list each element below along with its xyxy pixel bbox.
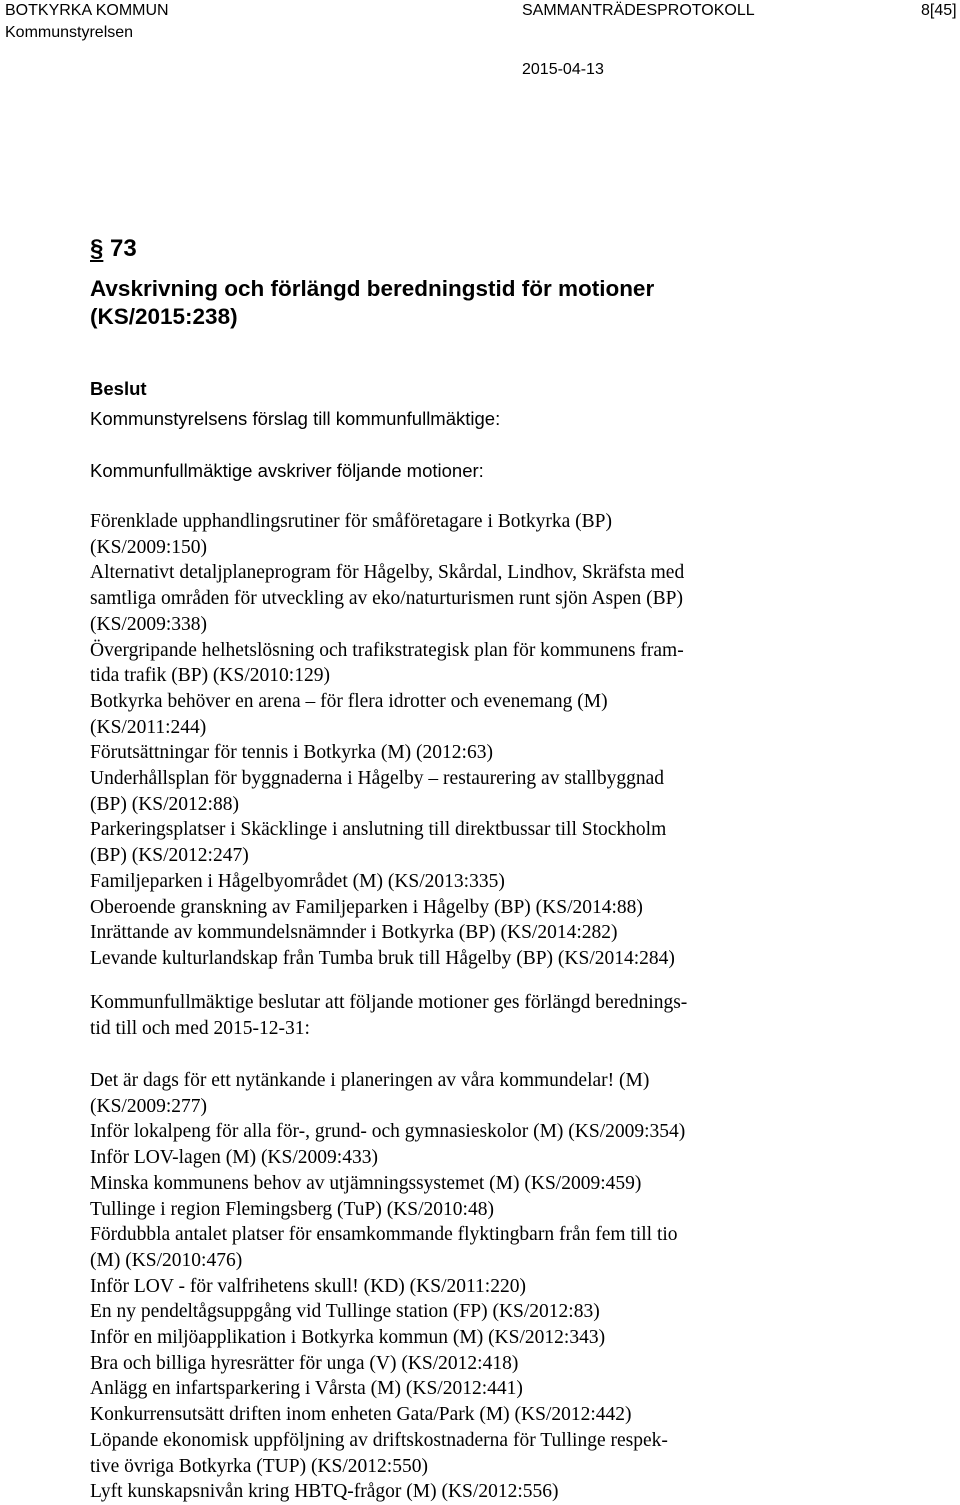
motion-line: Alternativt detaljplaneprogram för Hågelby, Skårdal, Lindhov, Skräfsta med	[90, 562, 685, 584]
motion-item	[90, 1222, 685, 1273]
motion-line: Inrättande av kommundelsnämnder i Botkyrka (BP) (KS/2014:282)	[90, 922, 618, 944]
motion-line: tive övriga Botkyrka (TUP) (KS/2012:550)	[90, 1455, 428, 1477]
motion-line: (KS/2011:244)	[90, 716, 207, 738]
motion-item	[90, 1299, 685, 1325]
motion-line: (KS/2009:150)	[90, 536, 207, 558]
motion-item	[90, 869, 684, 895]
section-number	[90, 234, 137, 264]
motion-line: Konkurrensutsätt driften inom enheten Gata/Park (M) (KS/2012:442)	[90, 1404, 632, 1426]
motion-item	[90, 1351, 685, 1377]
motion-item	[90, 1171, 685, 1197]
motion-line: Lyft kunskapsnivån kring HBTQ-frågor (M) (KS/2012:556)	[90, 1481, 559, 1503]
motion-line: tida trafik (BP) (KS/2010:129)	[90, 665, 330, 687]
motion-line: Fördubbla antalet platser för ensamkommande flyktingbarn från fem till tio	[90, 1224, 678, 1246]
section-title-line: Avskrivning och förlängd beredningstid för motioner	[90, 276, 655, 301]
motion-item	[90, 1376, 685, 1402]
motion-line: Löpande ekonomisk uppföljning av driftskostnaderna för Tullinge respek-	[90, 1429, 668, 1451]
motion-item	[90, 1479, 685, 1505]
motion-line: Tullinge i region Flemingsberg (TuP) (KS/2010:48)	[90, 1198, 494, 1220]
motion-line: Förutsättningar för tennis i Botkyrka (M) (2012:63)	[90, 742, 493, 764]
motion-line: Det är dags för ett nytänkande i planeringen av våra kommundelar! (M)	[90, 1070, 650, 1091]
kf-writes-off-line: Kommunfullmäktige avskriver följande motioner:	[90, 460, 484, 481]
extended-motions-list	[90, 1068, 685, 1505]
motion-line: Inför LOV - för valfrihetens skull! (KD) (KS/2011:220)	[90, 1275, 526, 1297]
motion-line: Parkeringsplatser i Skäcklinge i anslutning till direktbussar till Stockholm	[90, 819, 667, 841]
motion-item	[90, 895, 684, 921]
motion-item	[90, 1119, 685, 1145]
motion-line: Underhållsplan för byggnaderna i Hågelby – restaurering av stallbyggnad	[90, 768, 664, 790]
section-symbol: §	[90, 235, 104, 262]
motion-item	[90, 1428, 685, 1479]
motion-line: (BP) (KS/2012:88)	[90, 793, 239, 815]
motion-item	[90, 1274, 685, 1300]
motion-line: En ny pendeltågsuppgång vid Tullinge station (FP) (KS/2012:83)	[90, 1301, 600, 1323]
section-number-value: 73	[110, 235, 137, 262]
motion-item	[90, 560, 684, 637]
motion-item	[90, 509, 684, 560]
ks-proposal-line: Kommunstyrelsens förslag till kommunfullmäktige:	[90, 408, 501, 429]
written-off-motions-list	[90, 509, 684, 972]
motion-line: Oberoende granskning av Familjeparken i Hågelby (BP) (KS/2014:88)	[90, 896, 643, 918]
motion-line: Inför en miljöapplikation i Botkyrka kommun (M) (KS/2012:343)	[90, 1327, 606, 1349]
decision-heading: Beslut	[90, 378, 147, 399]
section-title-line: (KS/2015:238)	[90, 304, 238, 329]
motion-line: Bra och billiga hyresrätter för unga (V) (KS/2012:418)	[90, 1352, 519, 1374]
motion-item	[90, 1068, 685, 1119]
motion-item	[90, 740, 684, 766]
motion-line: Inför lokalpeng för alla för-, grund- och gymnasieskolor (M) (KS/2009:354)	[90, 1121, 686, 1143]
department-name: Kommunstyrelsen	[5, 24, 134, 41]
motion-item	[90, 689, 684, 740]
motion-item	[90, 920, 684, 946]
motion-item	[90, 1197, 685, 1223]
motion-line: Övergripande helhetslösning och trafikstrategisk plan för kommunens fram-	[90, 639, 684, 661]
motion-line: Minska kommunens behov av utjämningssystemet (M) (KS/2009:459)	[90, 1172, 642, 1194]
motion-line: (KS/2009:338)	[90, 613, 207, 635]
kf-extends-paragraph	[90, 990, 687, 1041]
page-number: 8[45]	[921, 2, 957, 19]
motion-line: (BP) (KS/2012:247)	[90, 845, 249, 867]
motion-line: Familjeparken i Hågelbyområdet (M) (KS/2013:335)	[90, 870, 505, 892]
paragraph-line: tid till och med 2015-12-31:	[90, 1017, 310, 1039]
motion-item	[90, 817, 684, 868]
motion-line: samtliga områden för utveckling av eko/naturturismen runt sjön Aspen (BP)	[90, 588, 684, 610]
meeting-date: 2015-04-13	[522, 61, 604, 78]
motion-item	[90, 1145, 685, 1171]
motion-item	[90, 766, 684, 817]
motion-line: (KS/2009:277)	[90, 1095, 207, 1117]
motion-line: Inför LOV-lagen (M) (KS/2009:433)	[90, 1147, 378, 1169]
motion-item	[90, 638, 684, 689]
motion-line: Förenklade upphandlingsrutiner för småföretagare i Botkyrka (BP)	[90, 511, 613, 532]
paragraph-line: Kommunfullmäktige beslutar att följande motioner ges förlängd berednings-	[90, 992, 688, 1013]
motion-line: Botkyrka behöver en arena – för flera idrotter och evenemang (M)	[90, 690, 608, 712]
organization-name: BOTKYRKA KOMMUN	[5, 2, 169, 19]
motion-item	[90, 1325, 685, 1351]
section-title	[90, 275, 654, 331]
motion-line: Levande kulturlandskap från Tumba bruk till Hågelby (BP) (KS/2014:284)	[90, 947, 675, 969]
document-type: SAMMANTRÄDESPROTOKOLL	[522, 2, 755, 19]
motion-item	[90, 1402, 685, 1428]
motion-line: (M) (KS/2010:476)	[90, 1249, 243, 1271]
motion-item	[90, 946, 684, 972]
motion-line: Anlägg en infartsparkering i Vårsta (M) (KS/2012:441)	[90, 1378, 523, 1400]
